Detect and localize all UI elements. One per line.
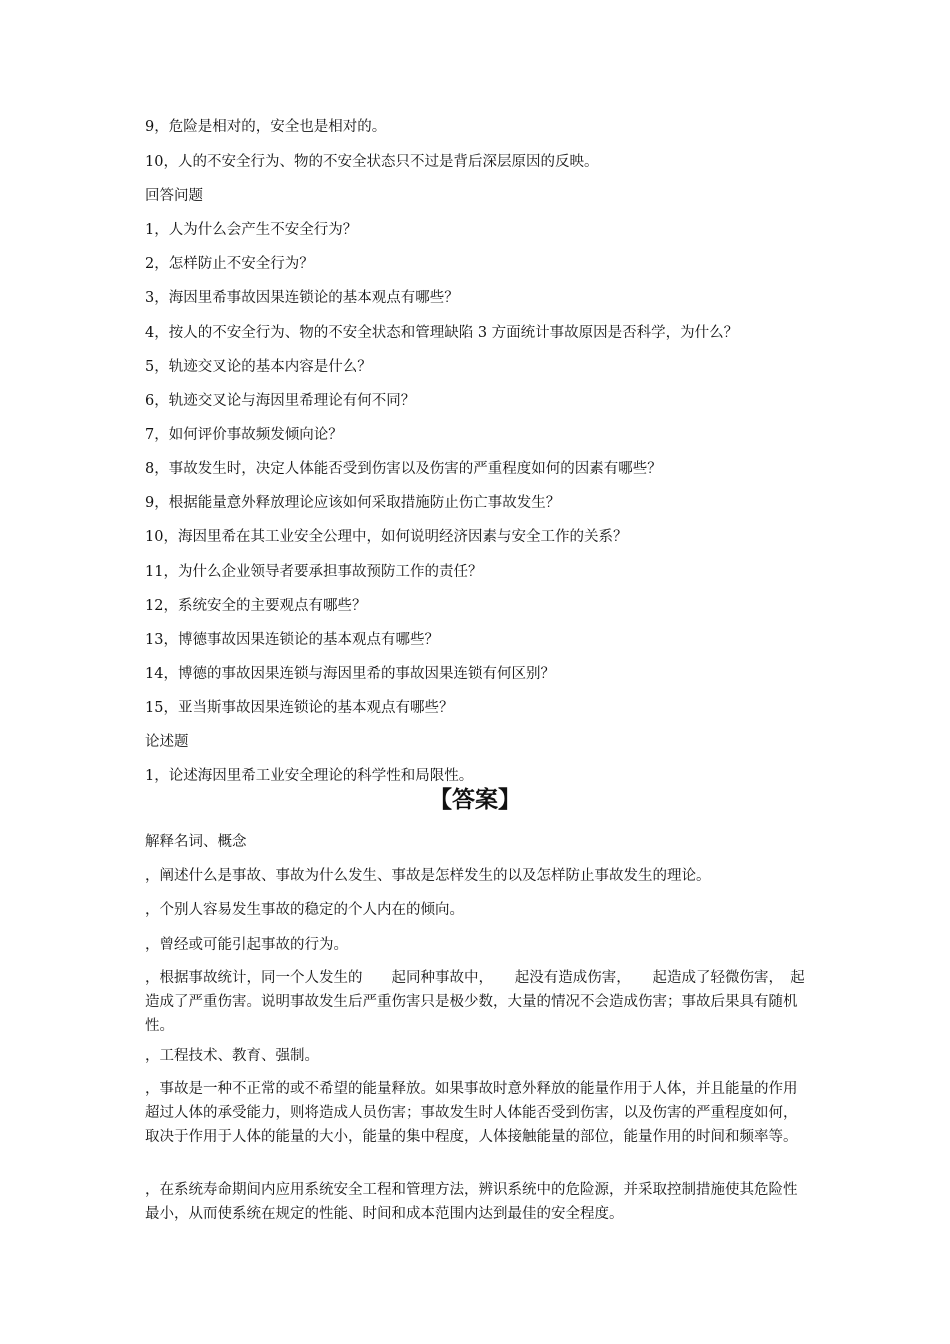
question-item: 13，博德事故因果连锁论的基本观点有哪些？ [145, 632, 439, 648]
tf-question-9: 9，危险是相对的，安全也是相对的。 [145, 119, 387, 135]
tf-question-10: 10，人的不安全行为、物的不安全状态只不过是背后深层原因的反映。 [145, 154, 599, 170]
term-answer: ，曾经或可能引起事故的行为。 [145, 937, 348, 953]
question-item: 12，系统安全的主要观点有哪些？ [145, 598, 367, 614]
question-item: 11，为什么企业领导者要承担事故预防工作的责任？ [145, 564, 483, 580]
question-item: 8，事故发生时，决定人体能否受到伤害以及伤害的严重程度如何的因素有哪些？ [145, 461, 662, 477]
question-item: 7，如何评价事故频发倾向论？ [145, 427, 343, 443]
question-item: 6，轨迹交叉论与海因里希理论有何不同？ [145, 393, 416, 409]
question-item: 15，亚当斯事故因果连锁论的基本观点有哪些？ [145, 700, 454, 716]
question-item: 3，海因里希事故因果连锁论的基本观点有哪些？ [145, 290, 459, 306]
term-answer: ，个别人容易发生事故的稳定的个人内在的倾向。 [145, 902, 464, 918]
essay-question-item: 1，论述海因里希工业安全理论的科学性和局限性。 [145, 768, 474, 784]
question-item: 14，博德的事故因果连锁与海因里希的事故因果连锁有何区别？ [145, 666, 555, 682]
question-item: 4，按人的不安全行为、物的不安全状态和管理缺陷 3 方面统计事故原因是否科学，为什么？ [145, 325, 739, 341]
question-item: 10，海因里希在其工业安全公理中，如何说明经济因素与安全工作的关系？ [145, 529, 628, 545]
term-answer: ，在系统寿命期间内应用系统安全工程和管理方法，辨识系统中的危险源，并采取控制措施使其危险性最小，从而使系统在规定的性能、时间和成本范围内达到最佳的安全程度。 [145, 1182, 798, 1222]
term-answer: ，根据事故统计，同一个人发生的 起同种事故中， 起没有造成伤害， 起造成了轻微伤害， 起造成了严重伤害。说明事故发生后严重伤害只是极少数，大量的情况不会造成伤害；事故后果具有随机性。 [145, 970, 805, 1034]
term-answer: ，阐述什么是事故、事故为什么发生、事故是怎样发生的以及怎样防止事故发生的理论。 [145, 868, 711, 884]
section-heading-terms: 解释名词、概念 [145, 834, 247, 850]
term-answer: ，工程技术、教育、强制。 [145, 1048, 319, 1064]
section-heading-essay: 论述题 [145, 734, 189, 750]
question-item: 9，根据能量意外释放理论应该如何采取措施防止伤亡事故发生？ [145, 495, 561, 511]
question-item: 5，轨迹交叉论的基本内容是什么？ [145, 359, 372, 375]
term-answer: ，事故是一种不正常的或不希望的能量释放。如果事故时意外释放的能量作用于人体，并且能量的作用超过人体的承受能力，则将造成人员伤害；事故发生时人体能否受到伤害，以及伤害的严重程度如何，取决于作用于人体的能量的大小，能量的集中程度，人体接触能量的部位，能量作用的时间和频率等。 [145, 1081, 798, 1145]
section-heading-answer-questions: 回答问题 [145, 188, 203, 204]
question-item: 1，人为什么会产生不安全行为？ [145, 222, 358, 238]
answer-heading: 【答案】 [429, 786, 521, 813]
question-item: 2，怎样防止不安全行为？ [145, 256, 314, 272]
